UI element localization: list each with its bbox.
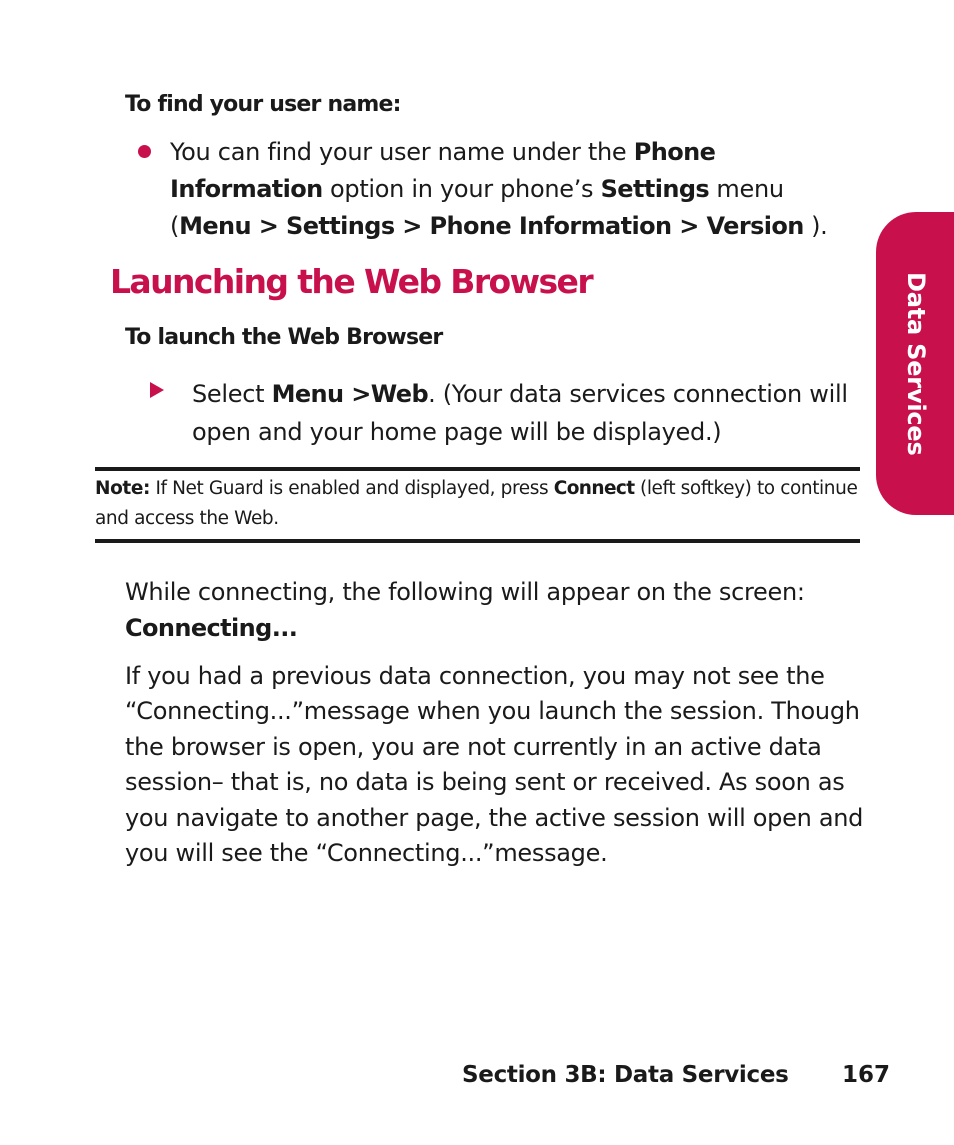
menu-web-term: Menu >Web [271,380,429,408]
menu-path-term: Menu > Settings > Phone Information > Version [179,212,804,240]
phone-information-term: Phone Information [170,138,716,203]
connect-term: Connect [553,478,635,499]
text-segment: (left softkey) to continue and access the Web. [95,478,858,529]
text-segment: You can find your user name under the [170,138,634,166]
side-tab-label: Data Services [902,271,930,456]
text-segment: If Net Guard is enabled and displayed, press [149,478,554,499]
note-box [95,474,860,534]
note-bottom-rule [95,539,860,543]
bullet-dot-icon [138,145,151,158]
step-arrow-icon [150,382,164,398]
text-segment: option in your phone’s [322,175,601,203]
note-label: Note: [95,478,150,499]
connecting-paragraph [125,574,865,646]
text-segment: Select [192,380,272,408]
footer-section-title: Section 3B: Data Services [462,1062,789,1088]
previous-connection-paragraph: If you had a previous data connection, you may not see the “Connecting...”message when you launch the session. Though the browser is open, you are not currently in an active data session– that is, no data is being sent or received. As soon as you navigate to another page, the active session will open and you will see the “Connecting...”message. [125,662,864,868]
section-title: Launching the Web Browser [110,262,592,301]
launch-browser-step [192,375,862,451]
find-username-text [170,134,870,245]
page-number: 167 [842,1062,891,1088]
text-segment: menu ( [170,175,784,240]
connecting-status: Connecting... [125,614,298,642]
connecting-text: While connecting, the following will appear on the screen: [125,578,805,606]
find-username-heading: To find your user name: [125,92,401,117]
settings-term: Settings [600,175,710,203]
note-top-rule [95,467,860,471]
text-segment: ). [803,212,828,240]
text-segment: . (Your data services connection will open and your home page will be displayed.) [192,380,848,446]
launch-browser-heading: To launch the Web Browser [125,325,443,350]
